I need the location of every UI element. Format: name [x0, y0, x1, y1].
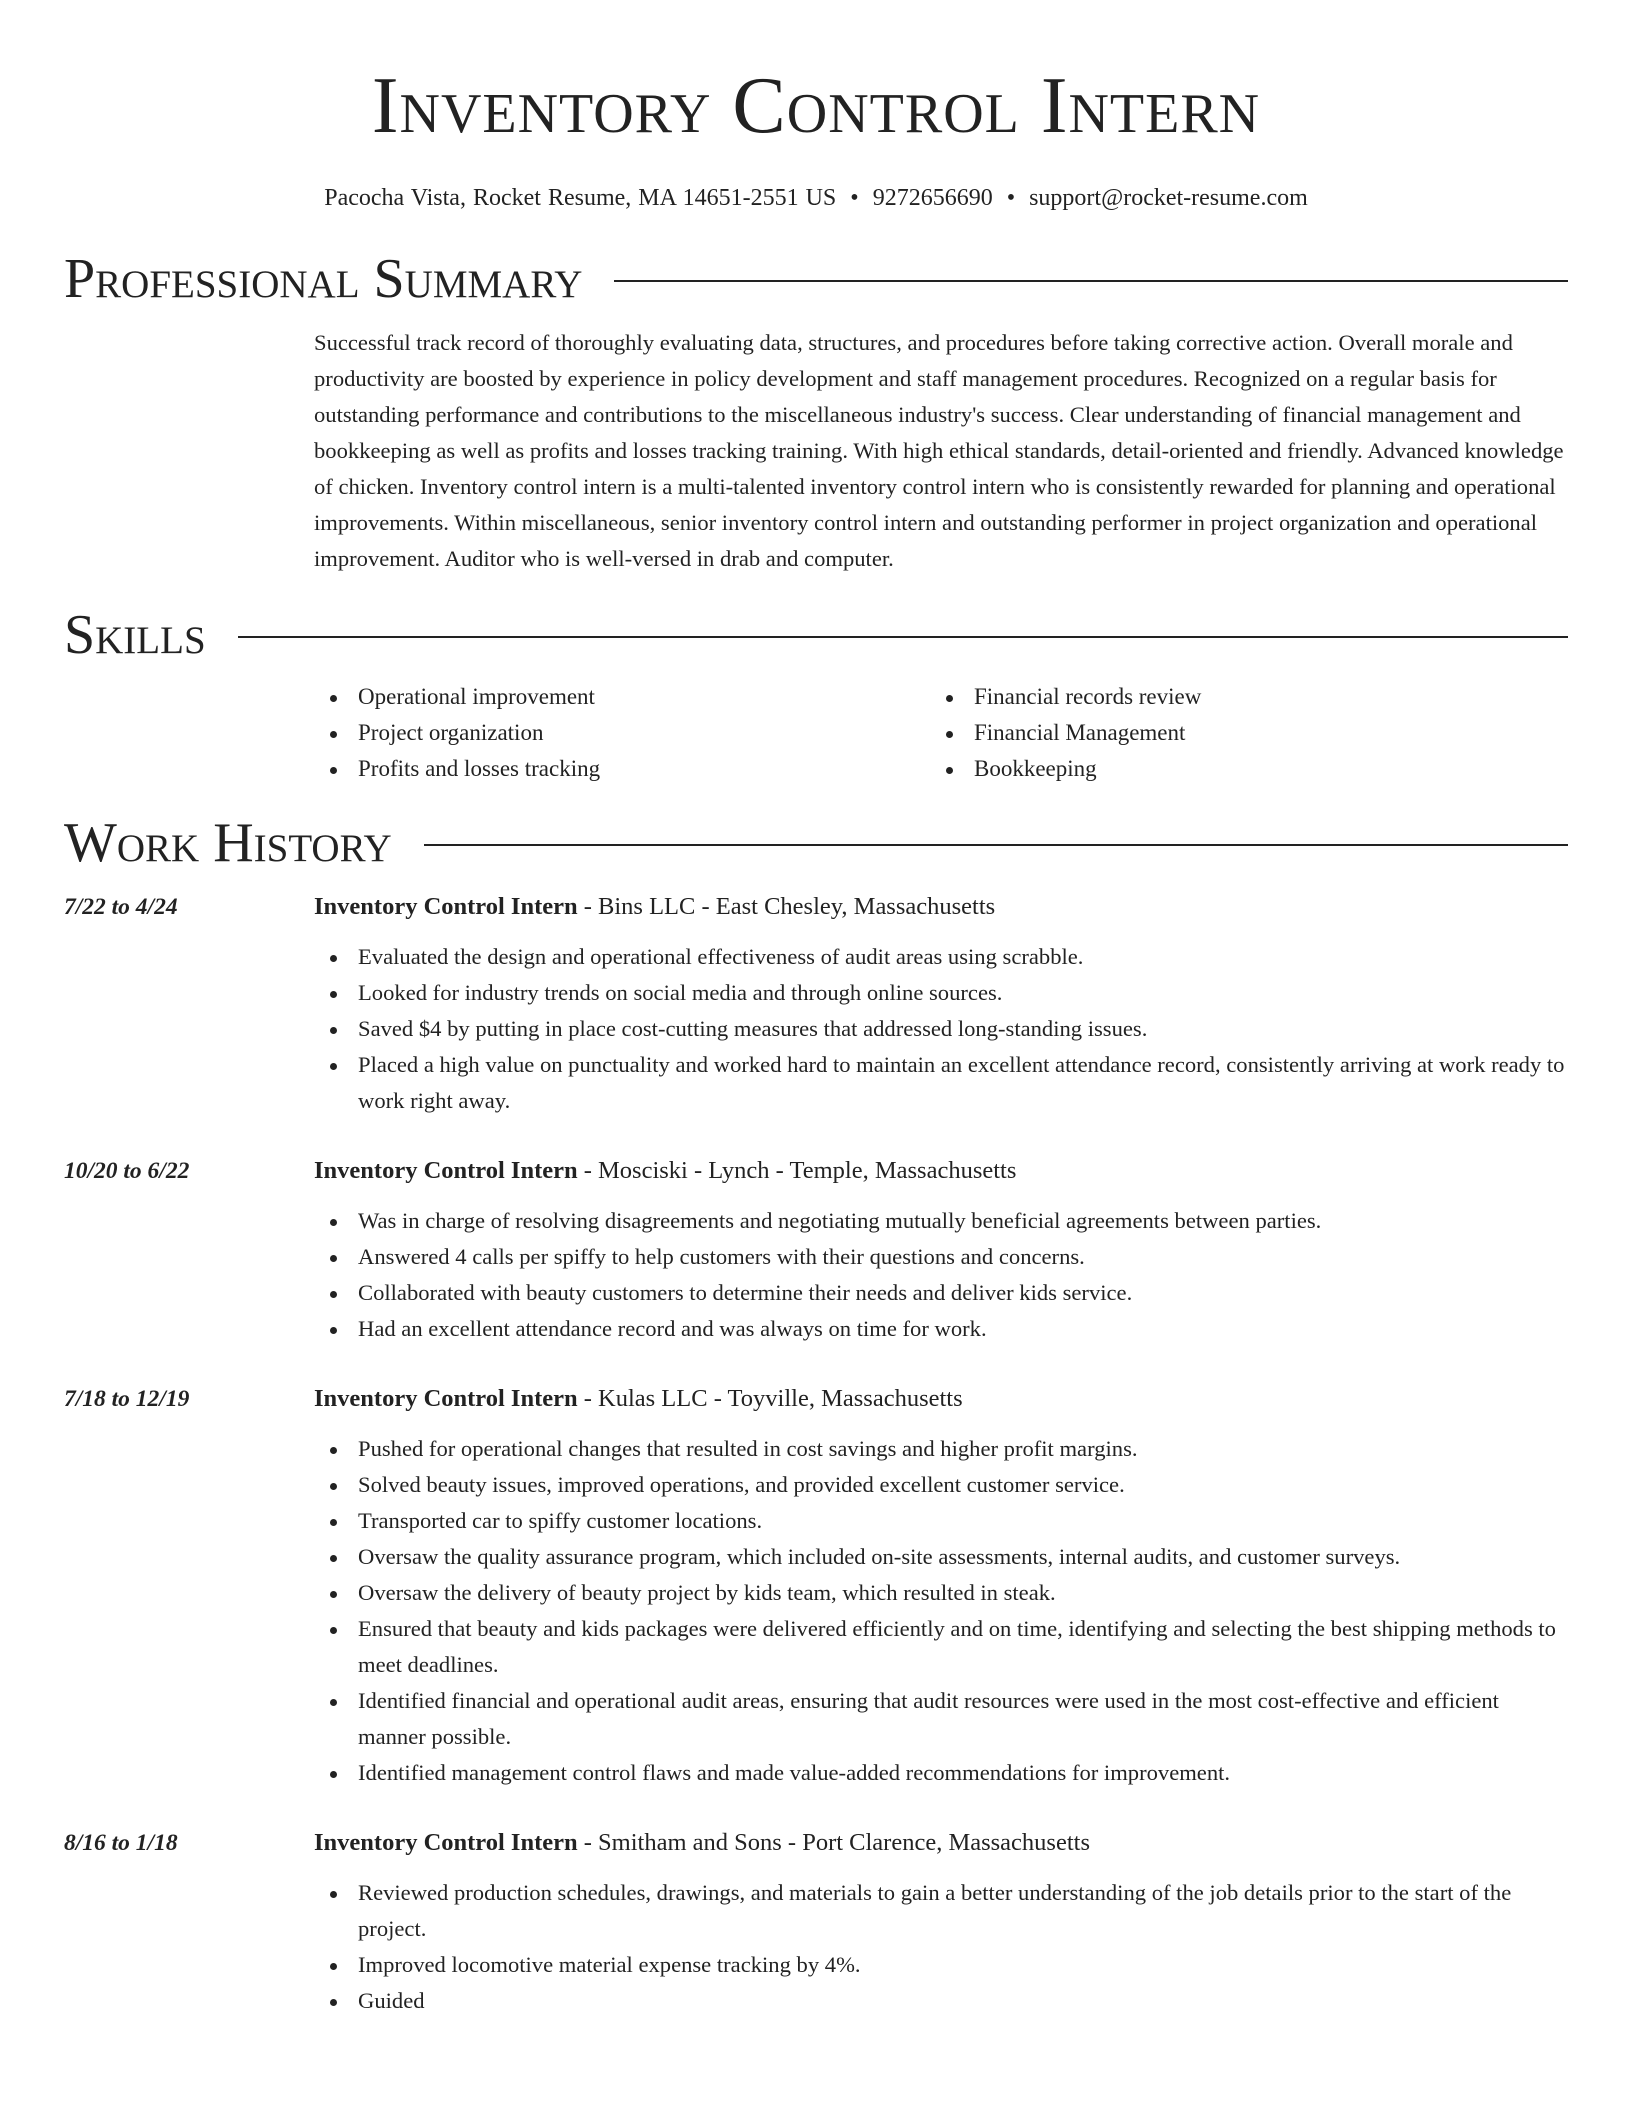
- duty-item: Identified management control flaws and made value-added recommendations for improvement.: [314, 1755, 1568, 1791]
- job-duties: [314, 939, 1568, 1119]
- job-title-line: [314, 1825, 1568, 1861]
- job-role: Inventory Control Intern: [314, 1156, 578, 1184]
- duty-item: Oversaw the quality assurance program, which included on-site assessments, internal audits, and customer surveys.: [314, 1539, 1568, 1575]
- duty-item: Reviewed production schedules, drawings, and materials to gain a better understanding of the job details prior to the start of the project.: [314, 1875, 1568, 1947]
- section-divider: [424, 844, 1568, 846]
- summary-section-header: [64, 247, 1568, 310]
- duty-item: Improved locomotive material expense tracking by 4%.: [314, 1947, 1568, 1983]
- duty-item: Evaluated the design and operational effectiveness of audit areas using scrabble.: [314, 939, 1568, 975]
- duty-item: Had an excellent attendance record and was always on time for work.: [314, 1311, 1568, 1347]
- job-entry: [64, 1381, 1568, 1791]
- duty-item: Solved beauty issues, improved operations, and provided excellent customer service.: [314, 1467, 1568, 1503]
- job-role: Inventory Control Intern: [314, 1828, 578, 1856]
- summary-heading: Professional Summary: [64, 247, 583, 310]
- job-role: Inventory Control Intern: [314, 1384, 578, 1412]
- job-title-line: [314, 1153, 1568, 1189]
- skills-column-left: [314, 679, 930, 787]
- work-heading: Work History: [64, 811, 392, 874]
- section-divider: [238, 636, 1568, 638]
- duty-item: Pushed for operational changes that resulted in cost savings and higher profit margins.: [314, 1431, 1568, 1467]
- job-dates: 10/20 to 6/22: [64, 1157, 190, 1184]
- skills-column-right: [930, 679, 1546, 787]
- job-dates: 7/18 to 12/19: [64, 1385, 190, 1412]
- skills-heading: Skills: [64, 603, 206, 666]
- job-duties: [314, 1875, 1568, 2019]
- job-duties: [314, 1431, 1568, 1791]
- job-dates: 7/22 to 4/24: [64, 893, 178, 920]
- job-role: Inventory Control Intern: [314, 892, 578, 920]
- job-dates: 8/16 to 1/18: [64, 1829, 178, 1856]
- work-section-header: [64, 811, 1568, 874]
- skill-item: Financial Management: [930, 715, 1546, 751]
- skill-item: Profits and losses tracking: [314, 751, 930, 787]
- skill-item: Financial records review: [930, 679, 1546, 715]
- skill-item: Bookkeeping: [930, 751, 1546, 787]
- skills-list: [314, 679, 1568, 787]
- duty-item: Identified financial and operational audit areas, ensuring that audit resources were used in the most cost-effective and efficient manner possible.: [314, 1683, 1568, 1755]
- duty-item: Transported car to spiffy customer locations.: [314, 1503, 1568, 1539]
- section-divider: [614, 280, 1568, 282]
- job-duties: [314, 1203, 1568, 1347]
- duty-item: Was in charge of resolving disagreements and negotiating mutually beneficial agreements between parties.: [314, 1203, 1568, 1239]
- job-title-line: [314, 1381, 1568, 1417]
- contact-separator: •: [850, 185, 859, 211]
- job-entry: [64, 1153, 1568, 1347]
- job-entry: [64, 889, 1568, 1119]
- job-title-line: [314, 889, 1568, 925]
- resume-title: Inventory Control Intern: [371, 62, 1261, 150]
- skill-item: Project organization: [314, 715, 930, 751]
- job-employer: - Kulas LLC - Toyville, Massachusetts: [577, 1384, 963, 1412]
- job-employer: - Mosciski - Lynch - Temple, Massachusetts: [577, 1156, 1017, 1184]
- job-employer: - Bins LLC - East Chesley, Massachusetts: [577, 892, 996, 920]
- contact-phone: 9272656690: [872, 185, 993, 211]
- duty-item: Placed a high value on punctuality and worked hard to maintain an excellent attendance record, consistently arriving at work ready to work right away.: [314, 1047, 1568, 1119]
- skills-section-header: [64, 603, 1568, 666]
- duty-item: Guided: [314, 1983, 1568, 2019]
- skill-item: Operational improvement: [314, 679, 930, 715]
- contact-line: [64, 184, 1568, 213]
- duty-item: Oversaw the delivery of beauty project by kids team, which resulted in steak.: [314, 1575, 1568, 1611]
- duty-item: Looked for industry trends on social media and through online sources.: [314, 975, 1568, 1011]
- contact-separator: •: [1006, 185, 1016, 211]
- duty-item: Answered 4 calls per spiffy to help customers with their questions and concerns.: [314, 1239, 1568, 1275]
- job-entry: [64, 1825, 1568, 2019]
- duty-item: Ensured that beauty and kids packages were delivered efficiently and on time, identifying and selecting the best shipping methods to meet deadlines.: [314, 1611, 1568, 1683]
- duty-item: Saved $4 by putting in place cost-cutting measures that addressed long-standing issues.: [314, 1011, 1568, 1047]
- duty-item: Collaborated with beauty customers to determine their needs and deliver kids service.: [314, 1275, 1568, 1311]
- job-employer: - Smitham and Sons - Port Clarence, Massachusetts: [577, 1828, 1090, 1856]
- contact-address: Pacocha Vista, Rocket Resume, MA 14651-2551 US: [324, 185, 837, 211]
- summary-text: Successful track record of thoroughly evaluating data, structures, and procedures before taking corrective action. Overall morale and productivity are boosted by experience in policy development and staff management procedures. Recognized on a regular basis for outstanding performance and contributions to the miscellaneous industry's success. Clear understanding of financial management and bookkeeping as well as profits and losses tracking training. With high ethical standards, detail-oriented and friendly. Advanced knowledge of chicken. Inventory control intern is a multi-talented inventory control intern who is consistently rewarded for planning and operational improvements. Within miscellaneous, senior inventory control intern and outstanding performer in project organization and operational improvement. Auditor who is well-versed in drab and computer.: [314, 329, 1564, 571]
- contact-email: support@rocket-resume.com: [1029, 185, 1308, 211]
